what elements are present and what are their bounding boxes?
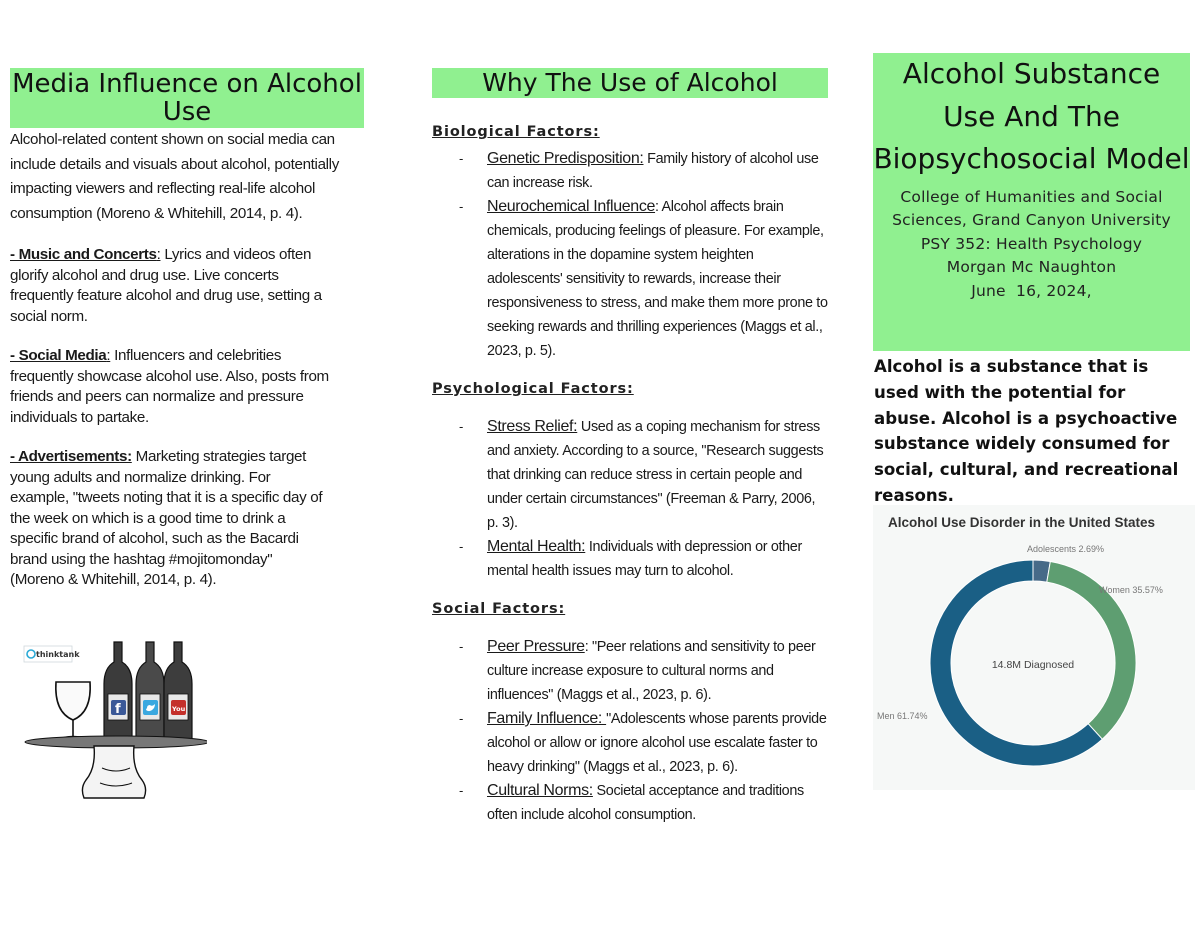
svg-text:f: f — [115, 702, 121, 717]
why-alcohol-heading: Why The Use of Alcohol — [432, 68, 828, 98]
social-media-item — [10, 346, 330, 428]
logo-text: thinktank — [36, 650, 80, 659]
twitter-icon — [143, 700, 158, 715]
factor-label: Peer Pressure — [487, 638, 585, 655]
factor-label: Family Influence: — [487, 710, 607, 727]
bottles — [104, 642, 192, 740]
item-colon: : — [156, 246, 161, 263]
factor-text: Family history of alcohol use can increase risk. — [487, 151, 819, 191]
factor-label: Cultural Norms: — [487, 782, 593, 799]
factor-label: Neurochemical Influence — [487, 198, 656, 215]
list-item: - Stress Relief: Used as a coping mechanism for stress and anxiety. According to a source, "Research suggests that drinking can reduce stress in certain people and under certain circumstances" (Freeman & Parry, 2006, p. 3). — [459, 418, 824, 531]
list-item: - Genetic Predisposition: Family history of alcohol use can increase risk. — [459, 150, 819, 191]
factor-label: Stress Relief: — [487, 418, 578, 435]
psychological-factors-list — [432, 415, 832, 583]
factor-text: Individuals with depression or other mental health issues may turn to alcohol. — [487, 539, 802, 579]
item-label: - Advertisements: — [10, 448, 132, 465]
thinktank-logo — [24, 646, 80, 662]
item-text: Lyrics and videos often glorify alcohol and drug use. Live concerts frequently feature alcohol and drug use, setting a social norm. — [10, 246, 322, 325]
list-item: - Family Influence: "Adolescents whose parents provide alcohol or allow or ignore alcohol use escalate faster to heavy drinking" (Maggs et al., 2023, p. 6). — [459, 710, 827, 775]
author-line: PSY 352: Health Psychology — [920, 234, 1143, 253]
why-alcohol-column — [432, 68, 832, 827]
biological-factors-heading: Biological Factors: — [432, 124, 600, 140]
youtube-icon — [171, 700, 186, 715]
media-influence-intro: Alcohol-related content shown on social media can include details and visuals about alcohol, potentially impacting viewers and reflecting real-life alcohol consumption (Moreno & Whitehill, 2014, p. 4). — [10, 131, 339, 222]
author-info — [873, 186, 1190, 304]
author-line: Morgan Mc Naughton — [946, 258, 1117, 276]
item-label: - Music and Concerts — [10, 246, 157, 263]
social-media-alcohol-illustration — [22, 638, 207, 803]
slice-label-men: Men 61.74% — [877, 711, 928, 721]
factor-label: Genetic Predisposition: — [487, 150, 644, 167]
media-influence-column — [10, 68, 370, 591]
list-item: - Peer Pressure: "Peer relations and sensitivity to peer culture increase exposure to cultural norms and influences" (Maggs et al., 2023, p. 6). — [459, 638, 816, 703]
factor-text: : "Peer relations and sensitivity to peer culture increase exposure to cultural norms and influences" (Maggs et al., 2023, p. 6). — [487, 639, 816, 703]
item-colon: : — [106, 347, 111, 364]
item-text: Marketing strategies target young adults and normalize drinking. For example, "tweets noting that it is a specific day of the week on which is a good time to drink a specific brand of alcohol, such as the Bacardi brand using the hashtag #mojitomonday" (Moreno & Whitehill, 2014, p. 4). — [10, 448, 323, 588]
chart-center-label: 14.8M Diagnosed — [991, 659, 1075, 671]
factor-text: "Adolescents whose parents provide alcohol or allow or ignore alcohol use escalate faster to heavy drinking" (Maggs et al., 2023, p. 6). — [487, 711, 827, 775]
list-item: - Neurochemical Influence: Alcohol affects brain chemicals, producing feelings of pleasure. For example, alterations in the dopamine system heighten adolescents' sensitivity to rewards, increase their responsiveness to stress, and make them more prone to seeking rewards and thrilling experiences (Maggs et al., 2023, p. 5). — [459, 198, 828, 359]
factor-label: Mental Health: — [487, 538, 586, 555]
social-factors-list — [432, 635, 832, 827]
brochure-title-panel — [873, 53, 1190, 351]
list-item: - Cultural Norms: Societal acceptance and traditions often include alcohol consumption. — [459, 782, 804, 823]
factor-text: Societal acceptance and traditions often include alcohol consumption. — [487, 783, 804, 823]
music-concerts-item — [10, 245, 330, 327]
slice-label-adolescents: Adolescents 2.69% — [1027, 544, 1105, 554]
author-line: College of Humanities and Social — [900, 187, 1163, 206]
media-influence-heading: Media Influence on Alcohol Use — [10, 68, 364, 128]
brochure-title: Alcohol Substance Use And The Biopsychosocial Model — [873, 57, 1190, 175]
advertisements-item — [10, 447, 330, 591]
list-item: - Mental Health: Individuals with depression or other mental health issues may turn to alcohol. — [459, 538, 802, 579]
author-line: June 16, 2024, — [971, 281, 1092, 300]
facebook-icon — [111, 700, 126, 717]
donut-chart — [873, 505, 1195, 790]
youtube-label: You — [172, 705, 186, 713]
psychological-factors-heading: Psychological Factors: — [432, 381, 634, 397]
chart-title: Alcohol Use Disorder in the United States — [888, 515, 1156, 530]
item-label: - Social Media — [10, 347, 107, 364]
factor-text: Used as a coping mechanism for stress and anxiety. According to a source, "Research suggests that drinking can reduce stress in certain people and under certain circumstances" (Freeman & Parry, 2006, p. 3). — [487, 419, 824, 531]
wine-glass — [56, 682, 90, 742]
alcohol-description: Alcohol is a substance that is used with the potential for abuse. Alcohol is a psychoactive substance widely consumed for social, cultural, and recreational reasons. — [874, 357, 1179, 505]
social-factors-heading: Social Factors: — [432, 601, 566, 617]
serving-tray — [25, 736, 207, 798]
slice-label-women: Women 35.57% — [1099, 585, 1163, 595]
factor-text: : Alcohol affects brain chemicals, producing feelings of pleasure. For example, alterations in the dopamine system heighten adolescents' sensitivity to rewards, increase their responsiveness to stress, and make them more prone to seeking rewards and thrilling experiences (Maggs et al., 2023, p. 5). — [487, 199, 828, 359]
item-text: Influencers and celebrities frequently showcase alcohol use. Also, posts from friends and peers can normalize and pressure individuals to partake. — [10, 347, 329, 426]
author-line: Sciences, Grand Canyon University — [892, 211, 1171, 229]
alcohol-use-disorder-chart — [873, 505, 1195, 790]
biological-factors-list — [432, 147, 832, 363]
